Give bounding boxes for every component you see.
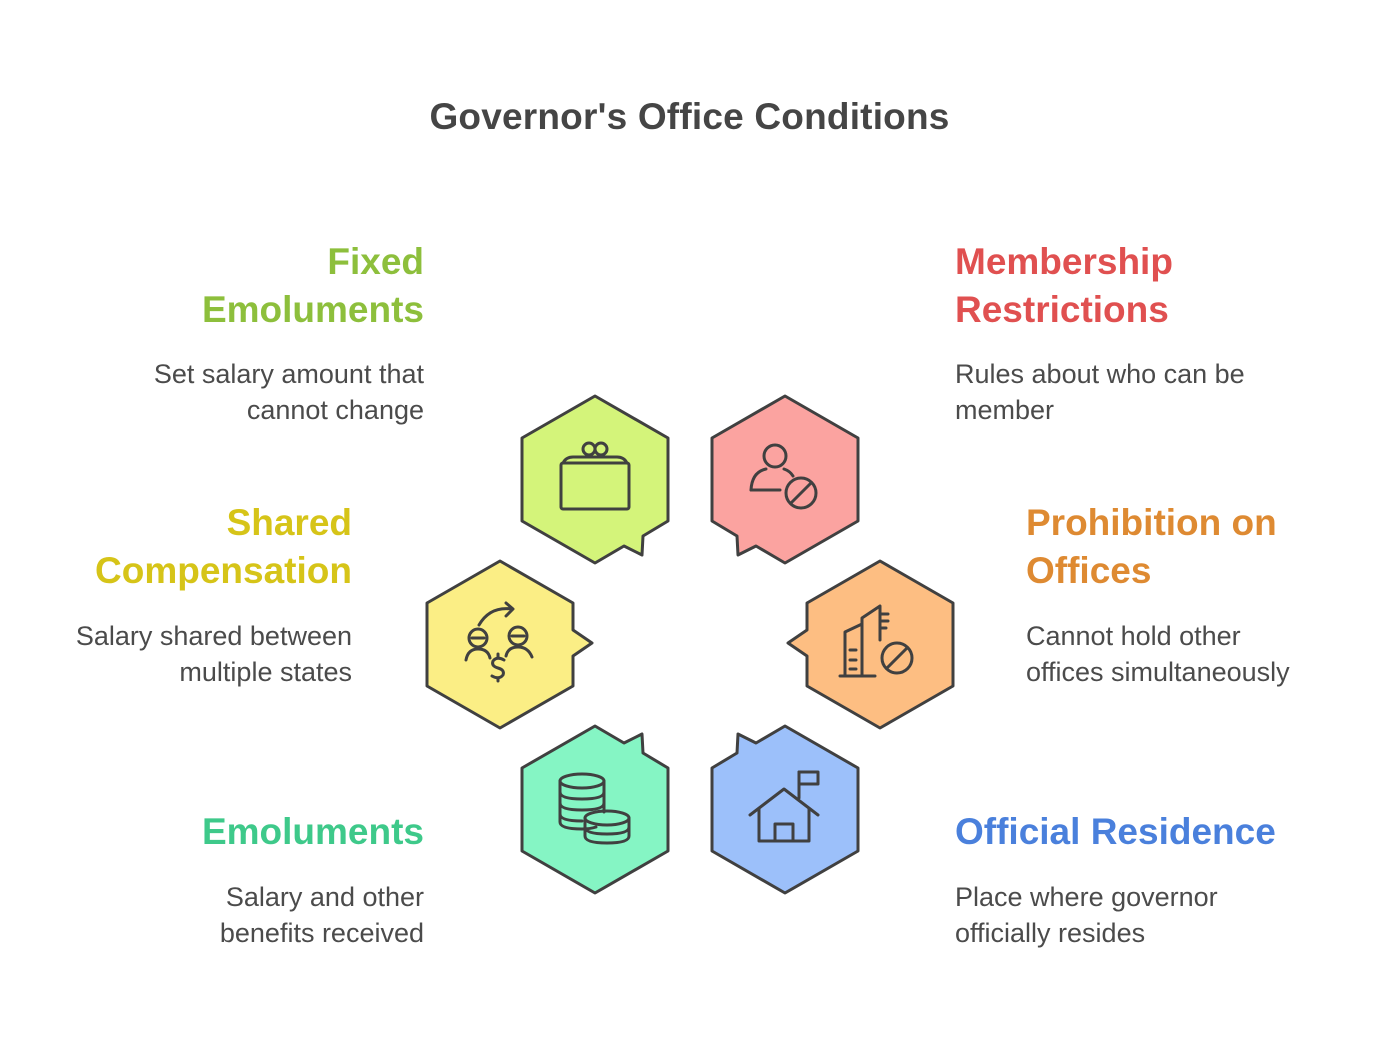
official-residence-desc-line2: officially resides — [955, 918, 1146, 948]
prohibition-on-offices-heading-line1: Prohibition on — [1026, 502, 1277, 543]
prohibition-on-offices-hexagon — [788, 561, 953, 728]
prohibition-on-offices-heading-line2: Offices — [1026, 550, 1152, 591]
emoluments-desc-line1: Salary and other — [225, 882, 424, 912]
diagram-title: Governor's Office Conditions — [429, 96, 950, 137]
emoluments-desc-line2: benefits received — [219, 918, 424, 948]
fixed-emoluments-heading-line2: Emoluments — [201, 289, 424, 330]
official-residence-hexagon — [712, 726, 858, 893]
emoluments-hexagon — [522, 726, 668, 893]
prohibition-on-offices-desc-line1: Cannot hold other — [1026, 621, 1241, 651]
membership-restrictions-desc-line1: Rules about who can be — [955, 359, 1245, 389]
shared-compensation-heading-line2: Compensation — [95, 550, 352, 591]
membership-restrictions-desc-line2: member — [955, 395, 1055, 425]
prohibition-on-offices-desc-line2: offices simultaneously — [1026, 657, 1290, 687]
fixed-emoluments-desc-line1: Set salary amount that — [153, 359, 424, 389]
shared-compensation-heading-line1: Shared — [226, 502, 352, 543]
fixed-emoluments-heading-line1: Fixed — [327, 241, 424, 282]
fixed-emoluments-desc-line2: cannot change — [246, 395, 424, 425]
shared-compensation-hexagon — [427, 561, 592, 728]
shared-compensation-desc-line1: Salary shared between — [75, 621, 352, 651]
membership-restrictions-heading-line2: Restrictions — [955, 289, 1169, 330]
membership-restrictions-heading-line1: Membership — [955, 241, 1173, 282]
emoluments-heading: Emoluments — [201, 811, 424, 852]
official-residence-desc-line1: Place where governor — [955, 882, 1218, 912]
fixed-emoluments-hexagon — [522, 396, 668, 563]
official-residence-heading: Official Residence — [955, 811, 1276, 852]
membership-restrictions-hexagon — [712, 396, 858, 563]
shared-compensation-desc-line2: multiple states — [179, 657, 352, 687]
